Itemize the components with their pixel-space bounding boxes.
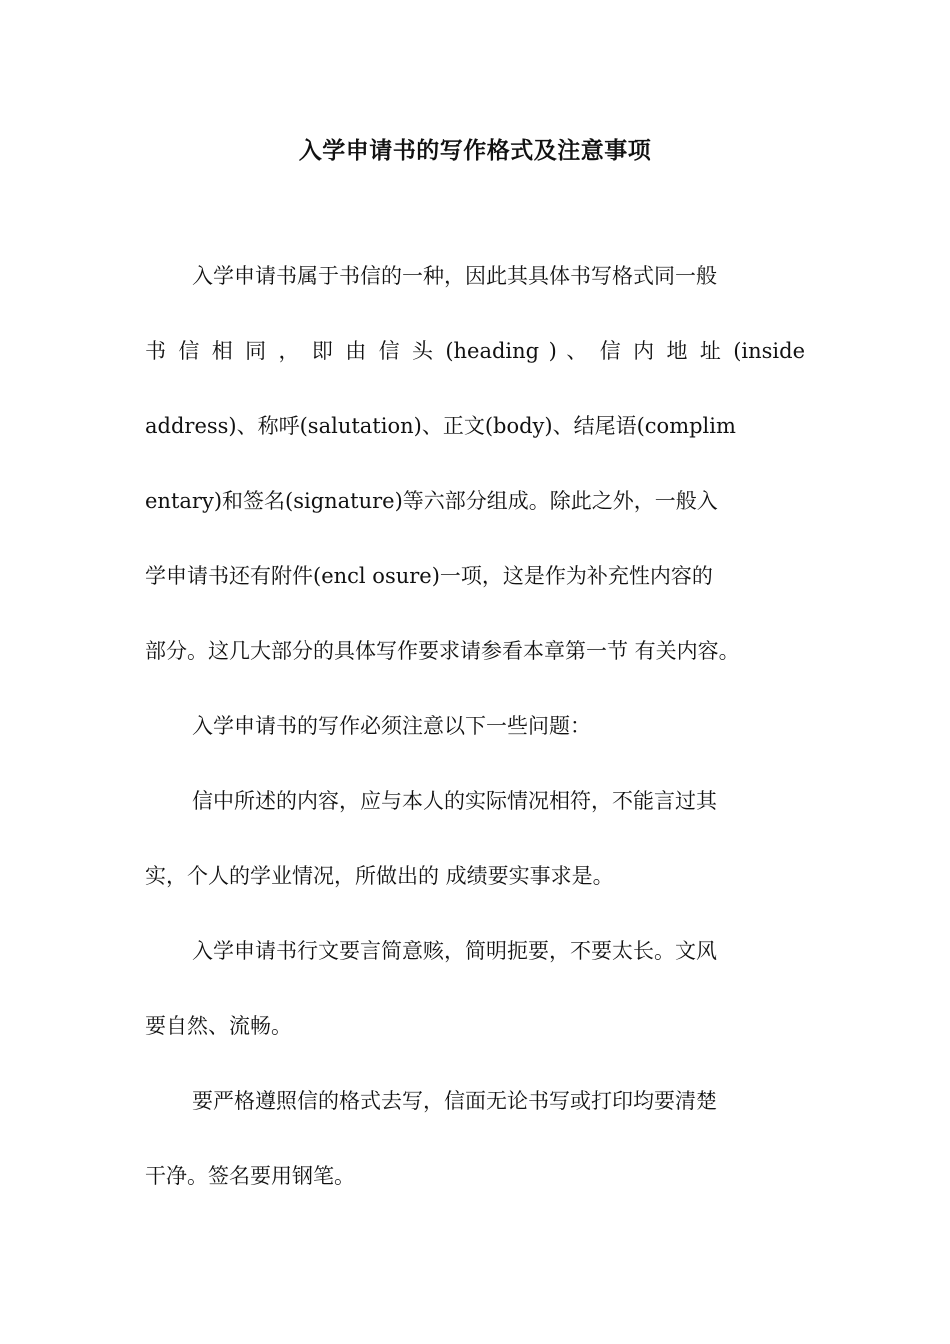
paragraph-line: 要自然、流畅。 [145,1014,292,1038]
paragraph-line: 干净。签名要用钢笔。 [145,1164,355,1188]
paragraph-line: 要严格遵照信的格式去写，信面无论书写或打印均要清楚 [192,1089,717,1113]
paragraph-line: 实，个人的学业情况，所做出的 成绩要实事求是。 [145,864,614,888]
paragraph-line: 学申请书还有附件(encl osure)一项，这是作为补充性内容的 [145,564,713,588]
paragraph-line: 书 信 相 同 ， 即 由 信 头 (heading ) 、 信 内 地 址 (inside [145,339,805,363]
paragraph-line: 信中所述的内容，应与本人的实际情况相符，不能言过其 [192,789,717,813]
paragraph-line: entary)和签名(signature)等六部分组成。除此之外，一般入 [145,489,718,513]
paragraph-line: 入学申请书属于书信的一种，因此其具体书写格式同一般 [192,264,717,288]
paragraph-line: address)、称呼(salutation)、正文(body)、结尾语(complim [145,414,736,438]
paragraph-line: 入学申请书的写作必须注意以下一些问题： [192,714,591,738]
paragraph-line: 部分。这几大部分的具体写作要求请参看本章第一节 有关内容。 [145,639,740,663]
document-title: 入学申请书的写作格式及注意事项 [298,137,652,164]
paragraph-line: 入学申请书行文要言简意赅，简明扼要，不要太长。文风 [192,939,717,963]
